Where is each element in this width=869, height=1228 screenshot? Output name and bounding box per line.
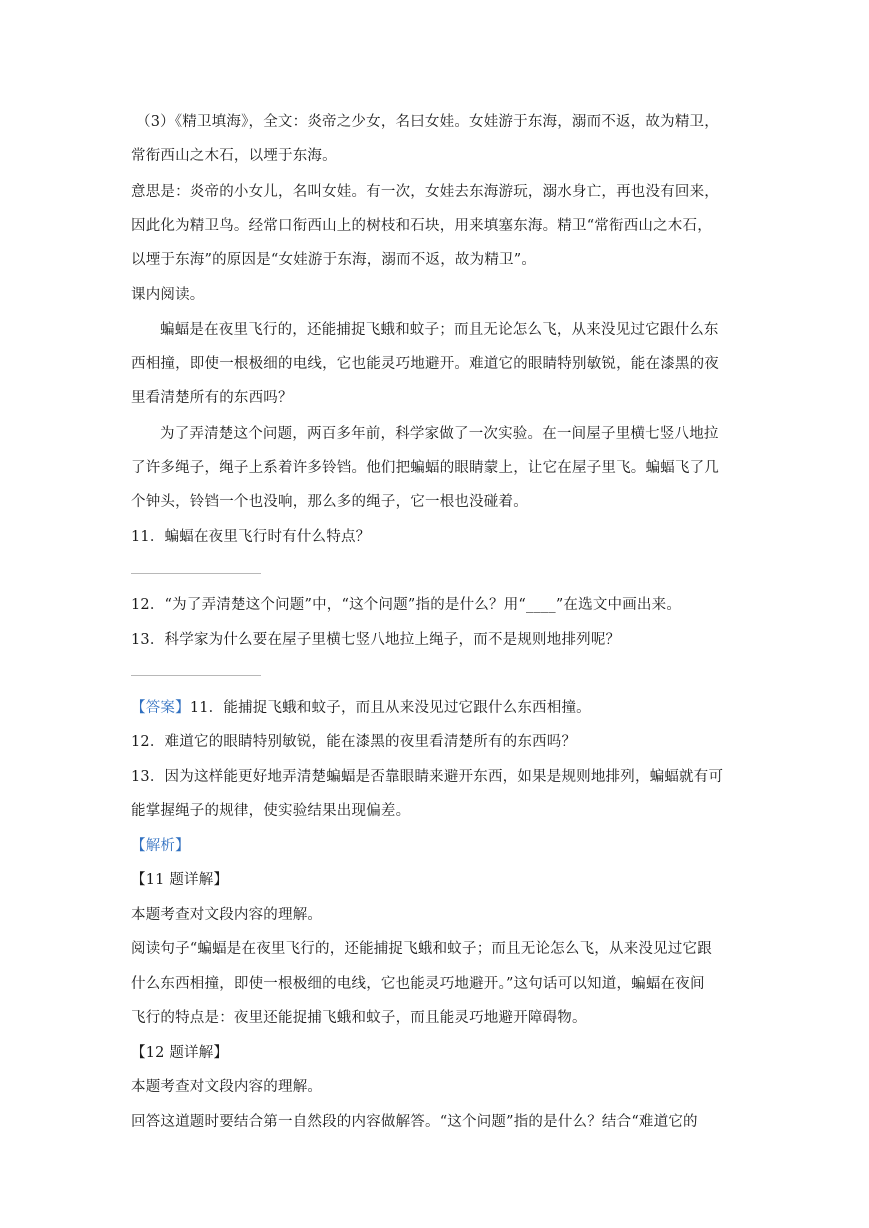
- answer-13-line-2: 能掌握绳子的规律，使实验结果出现偏差。: [131, 803, 411, 819]
- reading-paragraph-2-line-3: 个钟头，铃铛一个也没响，那么多的绳子，它一根也没碰着。: [131, 494, 528, 510]
- reading-paragraph-1-line-2: 西相撞，即使一根极细的电线，它也能灵巧地避开。难道它的眼睛特别敏锐，能在漆黑的夜: [131, 356, 719, 372]
- passage-3-line-1: （3）《精卫填海》，全文：炎帝之少女，名曰女娃。女娃游于东海，溺而不返，故为精卫，: [136, 114, 719, 130]
- answer-11: 11．能捕捉飞蛾和蚊子，而且从来没见过它跟什么东西相撞。: [189, 700, 591, 716]
- passage-3-line-2: 常衔西山之木石，以堙于东海。: [131, 148, 337, 164]
- answer-section: [131, 698, 591, 718]
- passage-3-meaning-line-3: 以堙于东海”的原因是“女娃游于东海，溺而不返，故为精卫”。: [131, 252, 537, 268]
- question-12: 12．“为了弄清楚这个问题”中，“这个问题”指的是什么？用“____”在选文中画出来。: [131, 597, 682, 613]
- reading-paragraph-1-line-3: 里看清楚所有的东西吗？: [131, 390, 293, 406]
- detail-12-intro: 本题考查对文段内容的理解。: [131, 1079, 323, 1095]
- passage-3-meaning-line-1: 意思是：炎帝的小女儿，名叫女娃。有一次，女娃去东海游玩，溺水身亡，再也没有回来，: [131, 184, 719, 200]
- detail-11-intro: 本题考查对文段内容的理解。: [131, 907, 323, 923]
- detail-12-line-1: 回答这道题时要结合第一自然段的内容做解答。“这个问题”指的是什么？结合“难道它的: [131, 1114, 698, 1130]
- reading-paragraph-1-line-1: 蝙蝠是在夜里飞行的，还能捕捉飞蛾和蚊子；而且无论怎么飞，从来没见过它跟什么东: [160, 322, 719, 338]
- passage-3-meaning-line-2: 因此化为精卫鸟。经常口衔西山上的树枝和石块，用来填塞东海。精卫“常衔西山之木石，: [131, 218, 712, 234]
- question-13: 13．科学家为什么要在屋子里横七竖八地拉上绳子，而不是规则地排列呢？: [131, 632, 621, 648]
- analysis-tag: 【解析】: [131, 838, 190, 854]
- question-11: 11．蝙蝠在夜里飞行时有什么特点？: [131, 529, 371, 545]
- detail-11-line-2: 什么东西相撞，即使一根极细的电线，它也能灵巧地避开。”这句话可以知道，蝙蝠在夜间: [131, 976, 705, 992]
- reading-heading: 课内阅读。: [131, 287, 205, 303]
- reading-paragraph-2-line-1: 为了弄清楚这个问题，两百多年前，科学家做了一次实验。在一间屋子里横七竖八地拉: [160, 426, 719, 442]
- reading-paragraph-2-line-2: 了许多绳子，绳子上系着许多铃铛。他们把蝙蝠的眼睛蒙上，让它在屋子里飞。蝙蝠飞了几: [131, 460, 719, 476]
- answer-blank-13[interactable]: [131, 675, 261, 676]
- answer-12: 12．难道它的眼睛特别敏锐，能在漆黑的夜里看清楚所有的东西吗？: [131, 734, 577, 750]
- answer-13-line-1: 13．因为这样能更好地弄清楚蝙蝠是否靠眼睛来避开东西，如果是规则地排列，蝙蝠就有可: [131, 769, 724, 785]
- detail-11-line-3: 飞行的特点是：夜里还能捉捕飞蛾和蚊子，而且能灵巧地避开障碍物。: [131, 1010, 587, 1026]
- detail-11-heading: 【11 题详解】: [131, 872, 229, 888]
- detail-12-heading: 【12 题详解】: [131, 1045, 229, 1061]
- answer-tag: 【答案】: [131, 700, 190, 716]
- detail-11-line-1: 阅读句子“蝙蝠是在夜里飞行的，还能捕捉飞蛾和蚊子；而且无论怎么飞，从来没见过它跟: [131, 941, 712, 957]
- answer-blank-11[interactable]: [131, 573, 261, 574]
